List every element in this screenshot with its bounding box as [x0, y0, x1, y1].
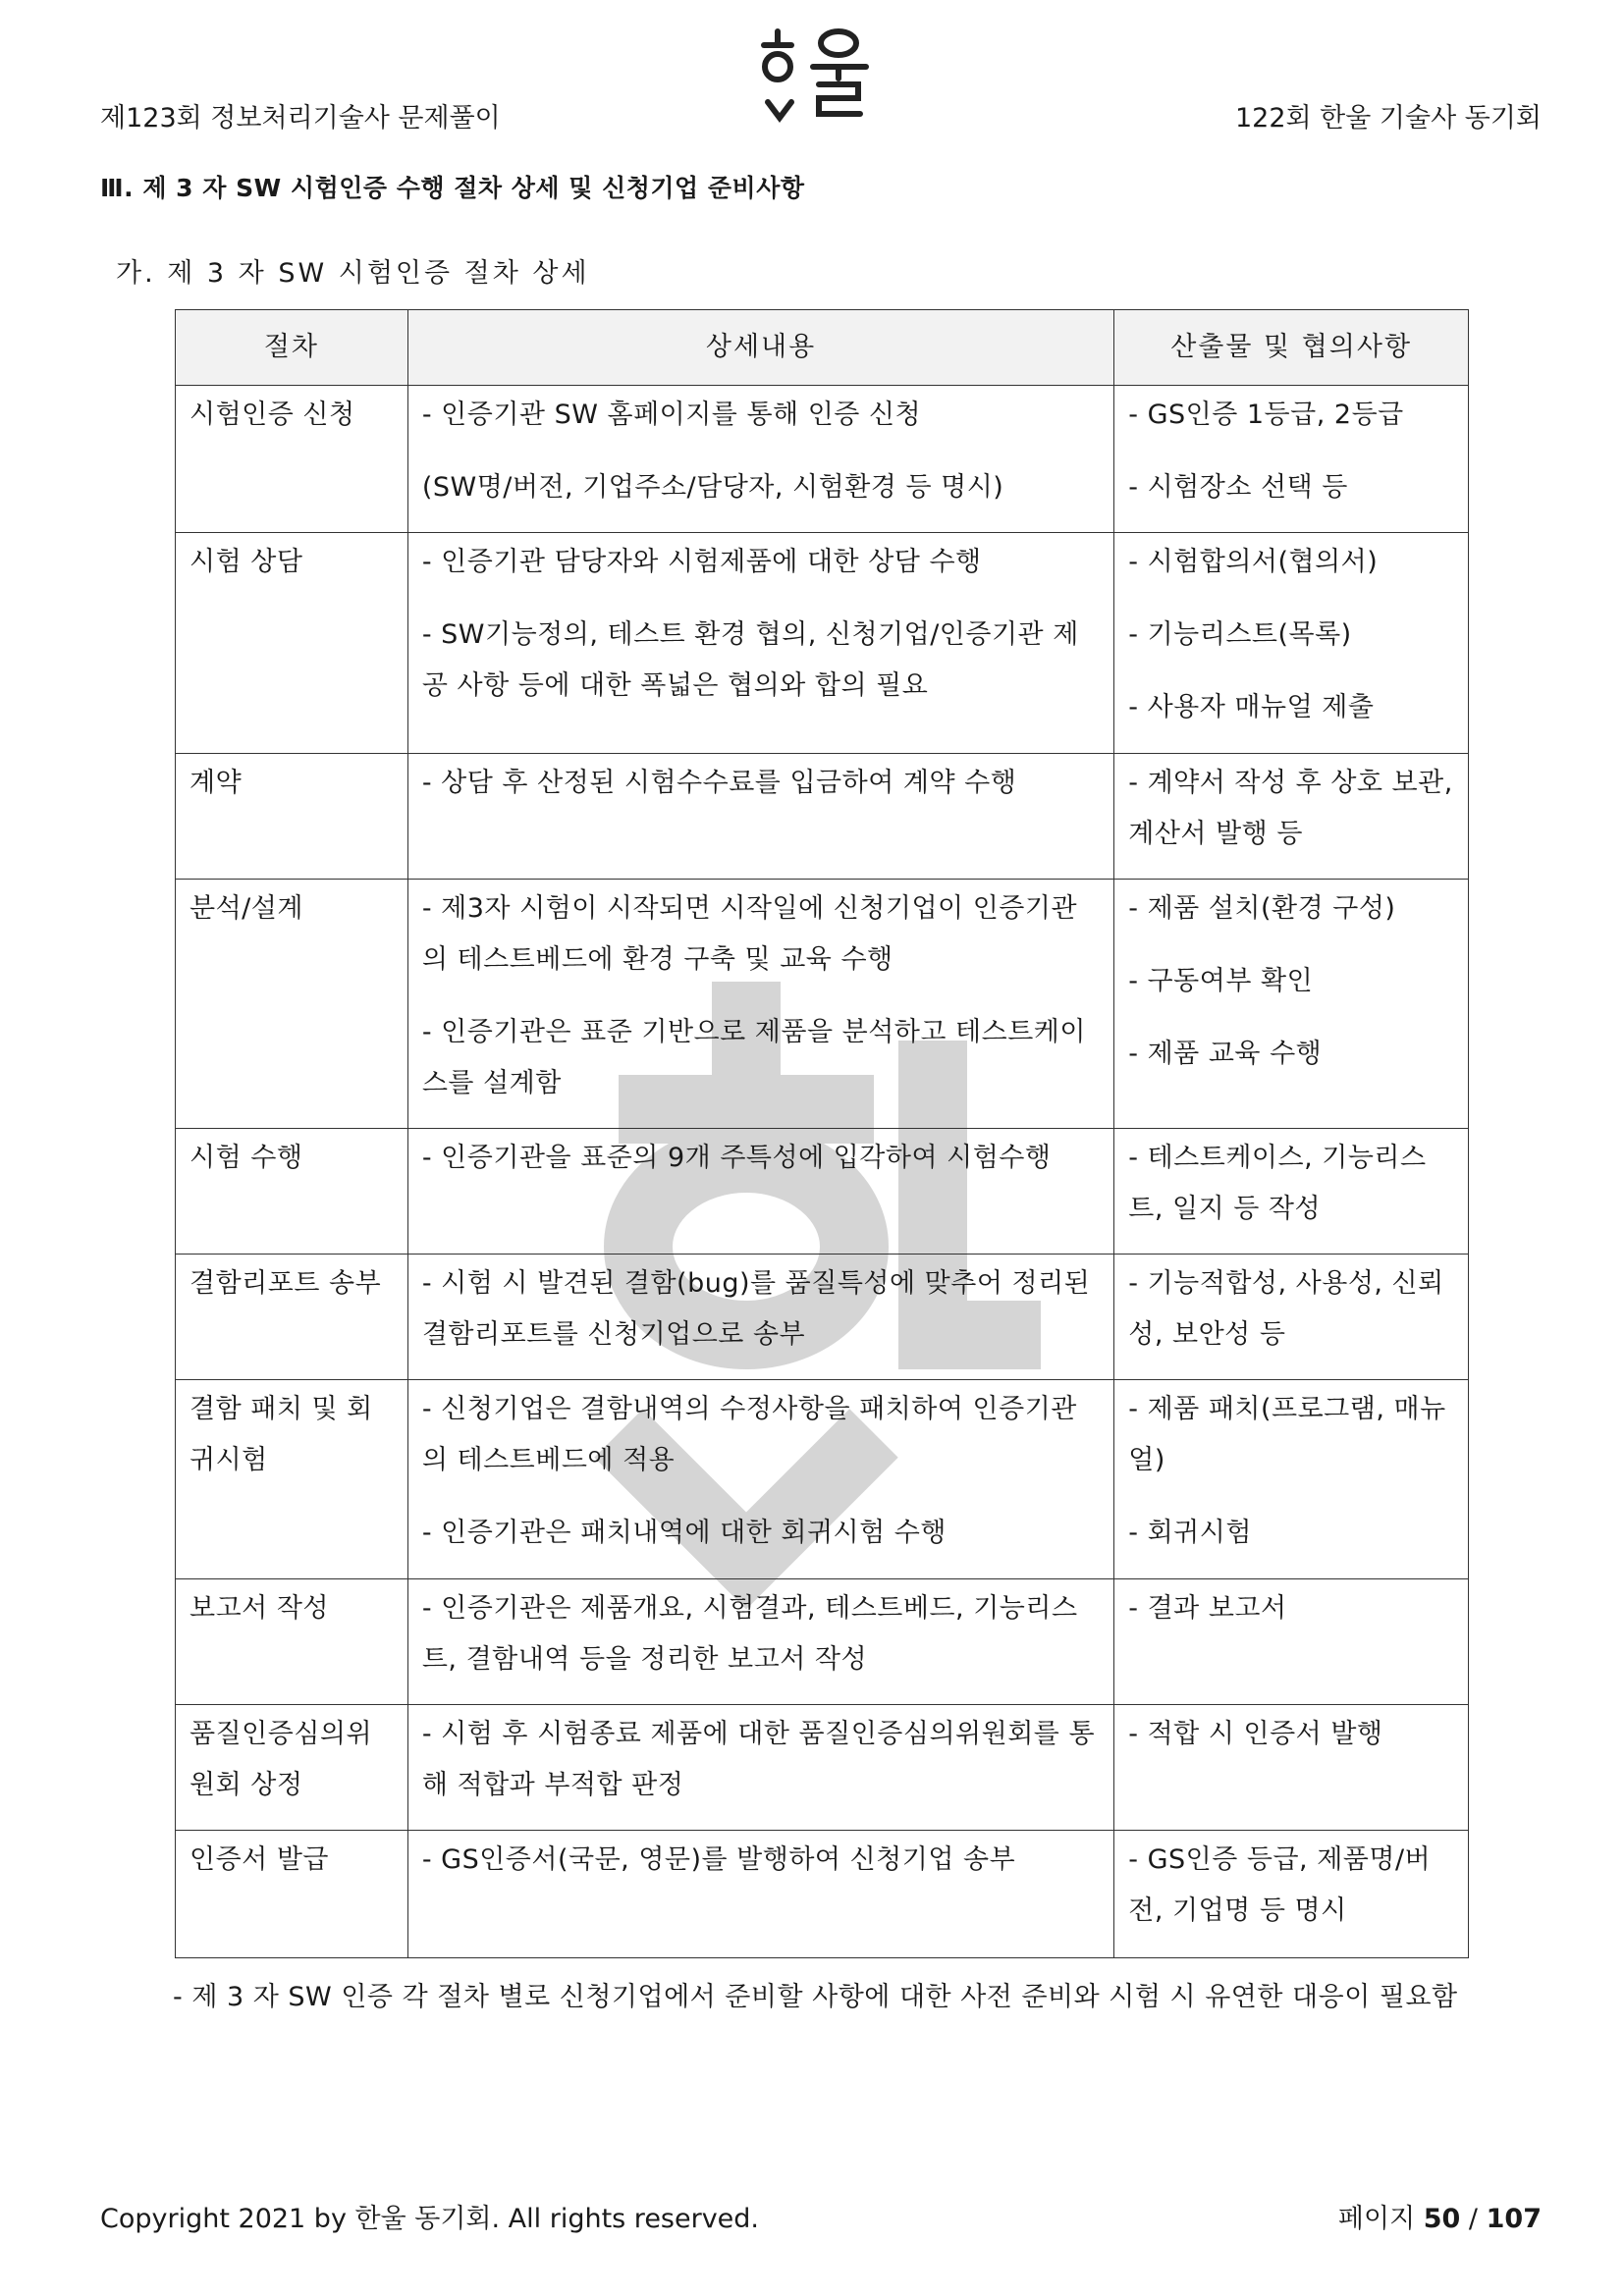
- details-cell: [407, 1380, 1113, 1579]
- column-header-details: 상세내용: [407, 310, 1113, 386]
- table-row: [176, 1380, 1469, 1579]
- output-text: - 회귀시험: [1128, 1518, 1252, 1548]
- outputs-cell: [1114, 1129, 1469, 1255]
- output-text: - 제품 설치(환경 구성): [1128, 893, 1396, 924]
- output-text: - 시험장소 선택 등: [1128, 472, 1348, 503]
- outputs-cell: [1114, 1831, 1469, 1958]
- detail-text: - 인증기관을 표준의 9개 주특성에 입각하여 시험수행: [421, 1143, 1052, 1173]
- details-cell: [407, 1831, 1113, 1958]
- detail-text: - 신청기업은 결함내역의 수정사항을 패치하여 인증기관의 테스트베드에 적용: [421, 1394, 1077, 1475]
- table-row: [176, 1579, 1469, 1705]
- outputs-cell: [1114, 1380, 1469, 1579]
- footer-page-number: [1338, 2197, 1542, 2235]
- table-row: [176, 1255, 1469, 1380]
- section-title: Ⅲ. 제 3 자 SW 시험인증 수행 절차 상세 및 신청기업 준비사항: [100, 174, 805, 202]
- step-cell: 인증서 발급: [176, 1831, 408, 1958]
- table-row: [176, 533, 1469, 754]
- table-row: [176, 1831, 1469, 1958]
- table-row: [176, 754, 1469, 880]
- header-left-title: 제123회 정보처리기술사 문제풀이: [100, 103, 501, 133]
- step-cell: 계약: [176, 754, 408, 880]
- detail-text: - 시험 시 발견된 결함(bug)를 품질특성에 맞추어 정리된 결함리포트를 신청기업으로 송부: [421, 1268, 1091, 1350]
- column-header-step: 절차: [176, 310, 408, 386]
- outputs-cell: [1114, 533, 1469, 754]
- table-row: [176, 386, 1469, 533]
- output-text: - 제품 패치(프로그램, 매뉴얼): [1128, 1394, 1446, 1475]
- details-cell: [407, 1705, 1113, 1831]
- hanul-logo-icon: [758, 22, 874, 135]
- outputs-cell: [1114, 754, 1469, 880]
- summary-note: - 제 3 자 SW 인증 각 절차 별로 신청기업에서 준비할 사항에 대한 사전 준비와 시험 시 유연한 대응이 필요함: [173, 1982, 1458, 2012]
- outputs-cell: [1114, 386, 1469, 533]
- output-text: - 기능적합성, 사용성, 신뢰성, 보안성 등: [1128, 1268, 1444, 1350]
- output-text: - 기능리스트(목록): [1128, 619, 1352, 650]
- output-text: - 사용자 매뉴얼 제출: [1128, 692, 1375, 722]
- detail-text: - 인증기관은 패치내역에 대한 회귀시험 수행: [421, 1518, 947, 1548]
- output-text: - 구동여부 확인: [1128, 966, 1314, 996]
- details-cell: [407, 754, 1113, 880]
- detail-text: - SW기능정의, 테스트 환경 협의, 신청기업/인증기관 제공 사항 등에 대한 폭넓은 협의와 합의 필요: [421, 619, 1079, 701]
- detail-text: - 인증기관 담당자와 시험제품에 대한 상담 수행: [421, 547, 982, 577]
- output-text: - GS인증 등급, 제품명/버전, 기업명 등 명시: [1128, 1844, 1432, 1926]
- outputs-cell: [1114, 1579, 1469, 1705]
- outputs-cell: [1114, 1705, 1469, 1831]
- step-cell: 품질인증심의위원회 상정: [176, 1705, 408, 1831]
- detail-text: - 인증기관은 표준 기반으로 제품을 분석하고 테스트케이스를 설계함: [421, 1017, 1086, 1098]
- sub-title: 가. 제 3 자 SW 시험인증 절차 상세: [116, 258, 590, 289]
- output-text: - 제품 교육 수행: [1128, 1039, 1323, 1069]
- output-text: - 결과 보고서: [1128, 1593, 1287, 1624]
- outputs-cell: [1114, 1255, 1469, 1380]
- table-row: [176, 880, 1469, 1129]
- detail-text: - 상담 후 산정된 시험수수료를 입금하여 계약 수행: [421, 768, 1017, 798]
- step-cell: 보고서 작성: [176, 1579, 408, 1705]
- output-text: - GS인증 1등급, 2등급: [1128, 400, 1404, 430]
- detail-text: (SW명/버전, 기업주소/담당자, 시험환경 등 명시): [421, 472, 1004, 503]
- details-cell: [407, 1579, 1113, 1705]
- step-cell: 결함리포트 송부: [176, 1255, 408, 1380]
- details-cell: [407, 1129, 1113, 1255]
- step-cell: 시험 수행: [176, 1129, 408, 1255]
- page-separator: /: [1468, 2204, 1479, 2234]
- detail-text: - 인증기관 SW 홈페이지를 통해 인증 신청: [421, 400, 922, 430]
- output-text: - 테스트케이스, 기능리스트, 일지 등 작성: [1128, 1143, 1427, 1224]
- table-row: [176, 1129, 1469, 1255]
- detail-text: - GS인증서(국문, 영문)를 발행하여 신청기업 송부: [421, 1844, 1016, 1875]
- page-current: 50: [1423, 2204, 1461, 2234]
- step-cell: 시험인증 신청: [176, 386, 408, 533]
- detail-text: - 시험 후 시험종료 제품에 대한 품질인증심의위원회를 통해 적합과 부적합 판정: [421, 1719, 1096, 1800]
- details-cell: [407, 533, 1113, 754]
- header-right-title: 122회 한울 기술사 동기회: [1234, 103, 1542, 133]
- page-total: 107: [1486, 2204, 1542, 2234]
- detail-text: - 제3자 시험이 시작되면 시작일에 신청기업이 인증기관의 테스트베드에 환경 구축 및 교육 수행: [421, 893, 1078, 975]
- detail-text: - 인증기관은 제품개요, 시험결과, 테스트베드, 기능리스트, 결함내역 등을 정리한 보고서 작성: [421, 1593, 1078, 1675]
- table-row: [176, 1705, 1469, 1831]
- step-cell: 시험 상담: [176, 533, 408, 754]
- step-cell: 분석/설계: [176, 880, 408, 1129]
- output-text: - 계약서 작성 후 상호 보관, 계산서 발행 등: [1128, 768, 1453, 849]
- footer-copyright: Copyright 2021 by 한울 동기회. All rights reserved.: [100, 2204, 760, 2234]
- output-text: - 적합 시 인증서 발행: [1128, 1719, 1383, 1749]
- details-cell: [407, 880, 1113, 1129]
- column-header-outputs: 산출물 및 협의사항: [1114, 310, 1469, 386]
- procedure-table: [175, 309, 1469, 1958]
- page-label: 페이지: [1337, 2204, 1416, 2234]
- table-header-row: [176, 310, 1469, 386]
- details-cell: [407, 1255, 1113, 1380]
- step-cell: 결함 패치 및 회귀시험: [176, 1380, 408, 1579]
- details-cell: [407, 386, 1113, 533]
- outputs-cell: [1114, 880, 1469, 1129]
- output-text: - 시험합의서(협의서): [1128, 547, 1379, 577]
